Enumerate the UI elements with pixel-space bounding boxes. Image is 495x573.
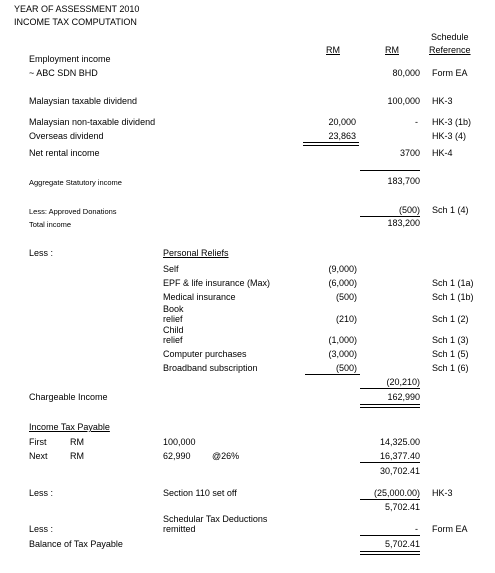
donations-ref: Sch 1 (4)	[432, 205, 469, 215]
relief-book-label-line1: Book	[163, 304, 184, 314]
net-rental-label: Net rental income	[29, 148, 100, 158]
taxable-dividend-label: Malaysian taxable dividend	[29, 96, 138, 106]
chargeable-double-underline	[360, 404, 420, 408]
employment-label: Employment income	[29, 54, 111, 64]
next-base: 62,990	[163, 451, 191, 461]
relief-computer-ref: Sch 1 (5)	[432, 349, 469, 359]
relief-child-amount: (1,000)	[328, 335, 357, 345]
tax-payable-heading: Income Tax Payable	[29, 422, 110, 432]
relief-epf-label: EPF & life insurance (Max)	[163, 278, 271, 288]
relief-book-ref: Sch 1 (2)	[432, 314, 469, 324]
section110-less: Less :	[29, 488, 54, 498]
reliefs-total: (20,210)	[386, 377, 420, 387]
first-unit: RM	[70, 437, 84, 447]
taxable-dividend-ref: HK-3	[432, 96, 453, 106]
reliefs-less-label: Less :	[29, 248, 54, 258]
relief-book-amount: (210)	[335, 314, 357, 324]
balance-double-underline	[360, 551, 420, 555]
aggregate-amount: 183,700	[387, 176, 420, 186]
assessment-year-title: YEAR OF ASSESSMENT 2010	[14, 4, 140, 14]
nontaxable-dividend-label: Malaysian non-taxable dividend	[29, 117, 156, 127]
computation-title: INCOME TAX COMPUTATION	[14, 17, 137, 27]
donations-amount: (500)	[398, 205, 420, 215]
next-underline	[360, 462, 420, 463]
taxable-dividend-amount: 100,000	[387, 96, 420, 106]
first-label: First	[29, 437, 47, 447]
relief-self-amount: (9,000)	[328, 264, 357, 274]
nontaxable-dividend-ref: HK-3 (1b)	[432, 117, 472, 127]
reliefs-total-underline	[360, 388, 420, 389]
relief-child-ref: Sch 1 (3)	[432, 335, 469, 345]
nontaxable-dividend-amount: 20,000	[328, 117, 356, 127]
overseas-dividend-ref: HK-3 (4)	[432, 131, 467, 141]
header-rm-col2: RM	[385, 45, 399, 55]
relief-epf-ref: Sch 1 (1a)	[432, 278, 474, 288]
next-rate: @26%	[212, 451, 240, 461]
header-schedule: Schedule	[431, 32, 469, 42]
section110-ref: HK-3	[432, 488, 453, 498]
relief-medical-ref: Sch 1 (1b)	[432, 292, 474, 302]
relief-computer-label: Computer purchases	[163, 349, 247, 359]
total-income-label: Total income	[29, 220, 72, 229]
relief-broadband-ref: Sch 1 (6)	[432, 363, 469, 373]
balance-label: Balance of Tax Payable	[29, 539, 123, 549]
reliefs-heading: Personal Reliefs	[163, 248, 229, 258]
tax-subtotal: 30,702.41	[379, 466, 420, 476]
donations-label: Less: Approved Donations	[29, 207, 117, 216]
header-rm-col1: RM	[326, 45, 340, 55]
relief-broadband-label: Broadband subscription	[163, 363, 258, 373]
employment-amount: 80,000	[392, 68, 420, 78]
relief-self-label: Self	[163, 264, 179, 274]
schedular-less: Less :	[29, 524, 54, 534]
employment-ref: Form EA	[432, 68, 468, 78]
aggregate-topline	[360, 170, 420, 171]
next-unit: RM	[70, 451, 84, 461]
section110-label: Section 110 set off	[163, 488, 237, 498]
relief-medical-amount: (500)	[335, 292, 357, 302]
first-amount: 14,325.00	[379, 437, 420, 447]
chargeable-income-amount: 162,990	[387, 392, 420, 402]
relief-book-label-line2: relief	[163, 314, 183, 324]
schedular-dash: -	[415, 524, 418, 534]
next-amount: 16,377.40	[379, 451, 420, 461]
total-income-amount: 183,200	[387, 218, 420, 228]
schedular-label-line2: remitted	[163, 524, 196, 534]
relief-child-label-line1: Child	[163, 325, 184, 335]
chargeable-income-label: Chargeable Income	[29, 392, 108, 402]
relief-epf-amount: (6,000)	[328, 278, 357, 288]
relief-broadband-amount: (500)	[335, 363, 357, 373]
balance-amount: 5,702.41	[384, 539, 420, 549]
net-rental-amount: 3700	[399, 148, 420, 158]
overseas-dividend-label: Overseas dividend	[29, 131, 104, 141]
first-base: 100,000	[163, 437, 196, 447]
next-label: Next	[29, 451, 48, 461]
schedular-ref: Form EA	[432, 524, 468, 534]
schedular-label-line1: Schedular Tax Deductions	[163, 514, 268, 524]
schedular-underline	[360, 535, 420, 536]
overseas-double-underline	[303, 142, 359, 146]
section110-amount: (25,000.00)	[373, 488, 420, 498]
after-setoff-amount: 5,702.41	[384, 502, 420, 512]
relief-child-label-line2: relief	[163, 335, 183, 345]
section110-underline	[360, 499, 420, 500]
net-rental-ref: HK-4	[432, 148, 453, 158]
aggregate-label: Aggregate Statutory income	[29, 178, 122, 187]
donations-underline	[360, 216, 420, 217]
relief-computer-amount: (3,000)	[328, 349, 357, 359]
reliefs-underline	[305, 374, 360, 375]
header-reference: Reference	[429, 45, 471, 55]
employer-name: ~ ABC SDN BHD	[29, 68, 98, 78]
overseas-dividend-amount: 23,863	[328, 131, 356, 141]
nontaxable-dividend-dash: -	[415, 117, 418, 127]
relief-medical-label: Medical insurance	[163, 292, 236, 302]
